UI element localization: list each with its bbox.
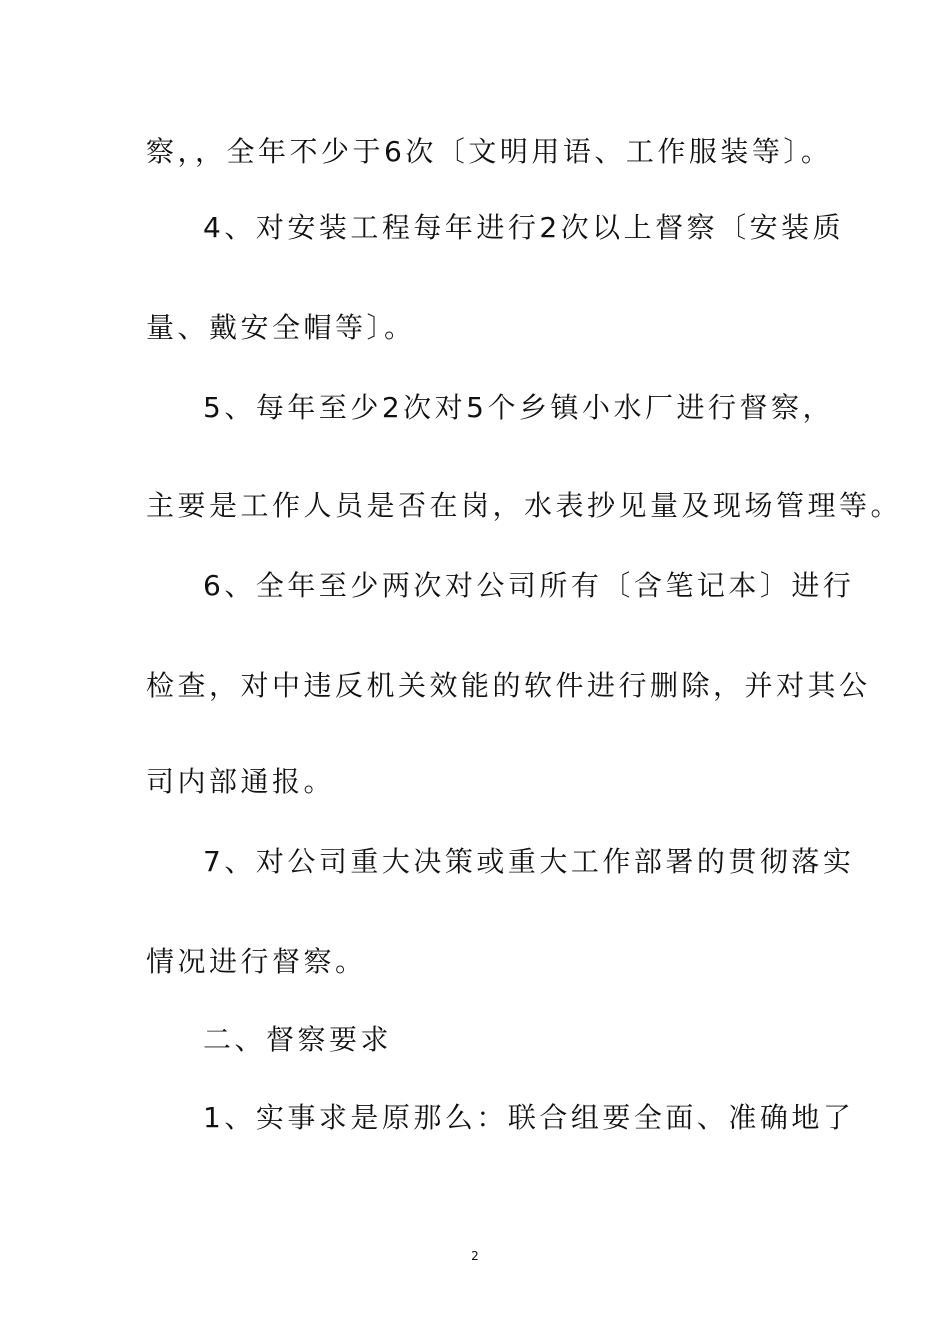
text-line: 司内部通报。 <box>146 765 336 798</box>
page-number: 2 <box>471 1249 479 1263</box>
text-line: 1、实事求是原那么：联合组要全面、准确地了 <box>203 1101 855 1134</box>
text-line: 察，，全年不少于6次〔文明用语、工作服装等〕。 <box>146 135 833 168</box>
text-line: 7、对公司重大决策或重大工作部署的贯彻落实 <box>203 845 855 878</box>
text-line: 主要是工作人员是否在岗，水表抄见量及现场管理等。 <box>146 489 903 522</box>
text-line: 6、全年至少两次对公司所有〔含笔记本〕进行 <box>203 569 855 602</box>
text-line: 情况进行督察。 <box>146 945 367 978</box>
section-heading: 二、督察要求 <box>203 1023 393 1056</box>
text-line: 5、每年至少2次对5个乡镇小水厂进行督察， <box>203 391 834 424</box>
text-line: 量、戴安全帽等〕。 <box>146 311 416 344</box>
text-line: 4、对安装工程每年进行2次以上督察〔安装质 <box>203 211 845 244</box>
text-line: 检查，对中违反机关效能的软件进行删除，并对其公 <box>146 669 871 702</box>
